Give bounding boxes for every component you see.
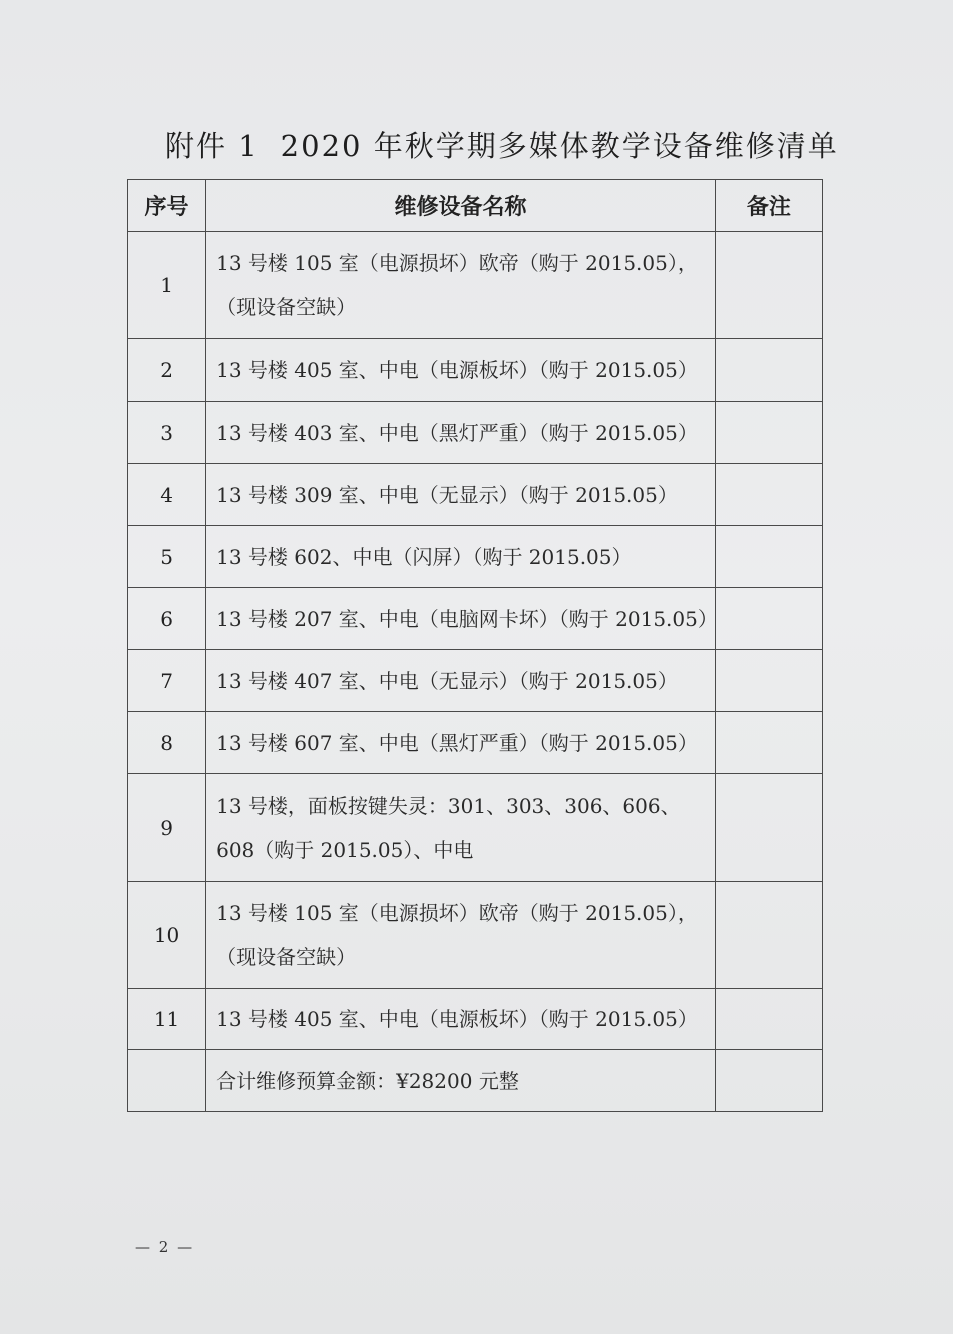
row-equipment-name	[206, 774, 716, 882]
repair-list-table	[127, 179, 823, 1112]
row-remarks	[715, 989, 822, 1050]
row-remarks	[715, 588, 822, 650]
table-row	[128, 650, 823, 712]
row-equipment-name	[206, 588, 716, 650]
equipment-line: 13 号楼 407 室、中电（无显示）（购于 2015.05）	[216, 668, 678, 693]
equipment-line: 13 号楼 405 室、中电（电源板坏）（购于 2015.05）	[216, 358, 698, 382]
equipment-line: 13 号楼 405 室、中电（电源板坏）（购于 2015.05）	[216, 1007, 698, 1031]
table-row	[128, 712, 823, 774]
row-serial-number: 2	[128, 339, 206, 402]
row-serial-number: 7	[128, 650, 206, 712]
equipment-line: 13 号楼 607 室、中电（黑灯严重）（购于 2015.05）	[216, 730, 698, 755]
row-remarks	[715, 232, 822, 339]
header-equipment-name: 维修设备名称	[206, 180, 716, 232]
table-row	[128, 774, 823, 882]
equipment-line: 13 号楼 105 室（电源损坏）欧帝（购于 2015.05），	[216, 901, 698, 925]
row-equipment-name	[206, 712, 716, 774]
page-number: — 2 —	[135, 1238, 195, 1256]
equipment-line: 13 号楼 403 室、中电（黑灯严重）（购于 2015.05）	[216, 420, 698, 445]
equipment-line: 13 号楼，面板按键失灵：301、303、306、606、	[216, 793, 681, 818]
equipment-line: 13 号楼 602、中电（闪屏）（购于 2015.05）	[216, 544, 632, 569]
row-remarks	[715, 526, 822, 588]
row-remarks	[715, 339, 822, 402]
total-budget-text	[206, 1050, 716, 1112]
row-remarks	[715, 464, 822, 526]
header-remarks: 备注	[715, 180, 822, 232]
total-budget-line: 合计维修预算金额：¥28200 元整	[216, 1068, 519, 1093]
row-remarks	[715, 712, 822, 774]
row-serial-number: 1	[128, 232, 206, 339]
row-remarks	[715, 402, 822, 464]
total-serial-number	[128, 1050, 206, 1112]
total-row	[128, 1050, 823, 1112]
table-row	[128, 402, 823, 464]
row-serial-number: 5	[128, 526, 206, 588]
row-serial-number: 8	[128, 712, 206, 774]
row-equipment-name	[206, 402, 716, 464]
table-header-row	[128, 180, 823, 232]
table-row	[128, 882, 823, 989]
table-row	[128, 339, 823, 402]
row-serial-number: 6	[128, 588, 206, 650]
row-equipment-name	[206, 989, 716, 1050]
title-text: 2020 年秋学期多媒体教学设备维修清单	[280, 129, 839, 163]
table-row	[128, 989, 823, 1050]
table-row	[128, 232, 823, 339]
header-serial-number: 序号	[128, 180, 206, 232]
equipment-line: 608（购于 2015.05）、中电	[216, 837, 474, 862]
row-remarks	[715, 650, 822, 712]
equipment-line: 13 号楼 105 室（电源损坏）欧帝（购于 2015.05），	[216, 251, 698, 275]
row-serial-number: 11	[128, 989, 206, 1050]
equipment-line: 13 号楼 207 室、中电（电脑网卡坏）（购于 2015.05）	[216, 606, 718, 631]
total-remarks	[715, 1050, 822, 1112]
row-equipment-name	[206, 232, 716, 339]
attachment-label: 附件 1	[165, 129, 259, 163]
table-row	[128, 464, 823, 526]
table-row	[128, 526, 823, 588]
row-equipment-name	[206, 464, 716, 526]
equipment-line: 13 号楼 309 室、中电（无显示）（购于 2015.05）	[216, 482, 678, 507]
row-equipment-name	[206, 882, 716, 989]
row-serial-number: 4	[128, 464, 206, 526]
document-title	[165, 124, 839, 165]
row-remarks	[715, 774, 822, 882]
row-equipment-name	[206, 339, 716, 402]
row-serial-number: 10	[128, 882, 206, 989]
row-equipment-name	[206, 526, 716, 588]
row-serial-number: 3	[128, 402, 206, 464]
equipment-line: （现设备空缺）	[216, 945, 357, 969]
row-remarks	[715, 882, 822, 989]
table-row	[128, 588, 823, 650]
row-serial-number: 9	[128, 774, 206, 882]
row-equipment-name	[206, 650, 716, 712]
equipment-line: （现设备空缺）	[216, 295, 357, 319]
